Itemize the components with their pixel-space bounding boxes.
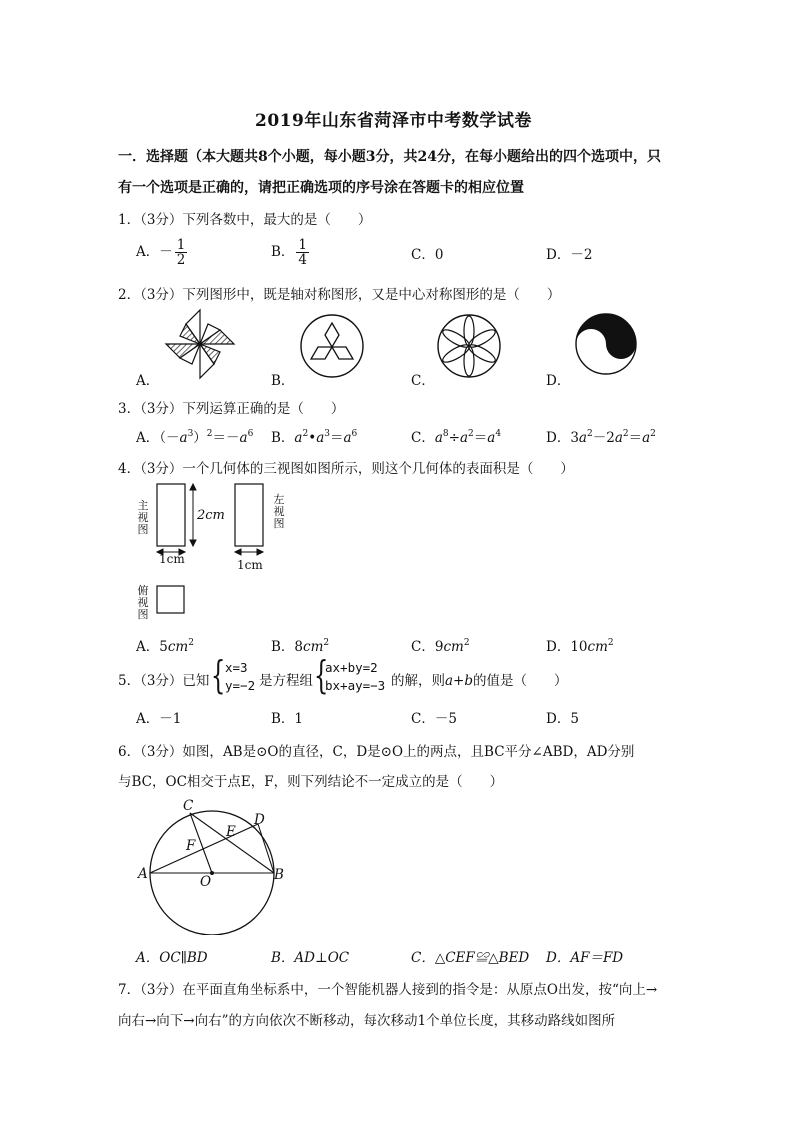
petal-circle-figure (436, 313, 502, 379)
q4-c-label: C． (411, 639, 435, 655)
section-heading-line2: 有一个选项是正确的，请把正确选项的序号涂在答题卡的相应位置 (118, 180, 524, 196)
q5-option-a[interactable]: A．－1 (136, 711, 182, 727)
q1-a-den: 2 (176, 252, 186, 268)
q6-option-b[interactable]: B．AD⊥OC (271, 950, 350, 966)
q4-a-exp: 2 (188, 638, 194, 648)
q3-option-a[interactable]: A．$(-a^3)^2=-a^6$ (136, 429, 254, 446)
q4-d-label: D． (546, 639, 571, 655)
q5-solution-y: y=−2 (225, 678, 256, 693)
q5-equation-2: bx+ay=−3 (325, 678, 386, 693)
q1-b-num: 1 (298, 237, 308, 253)
yin-yang-figure (574, 312, 638, 376)
q4-a-unit: cm (167, 639, 189, 655)
q5-brace-right: { (313, 653, 329, 697)
q1-a-num: 1 (176, 237, 186, 253)
q4-c-exp: 2 (463, 638, 470, 648)
q5-stem-prefix: 5．（3分）已知 (118, 673, 210, 689)
q3-option-c[interactable]: C．$a^8\div a^2=a^4$ (411, 429, 502, 446)
q6-stem-line1 (118, 740, 634, 760)
point-label-c: C (183, 798, 194, 814)
q5-option-d[interactable]: D．5 (546, 711, 579, 727)
point-label-d: D (254, 812, 265, 828)
left-view-label: 左视图 (273, 493, 285, 530)
front-view-label: 主视图 (137, 499, 149, 536)
top-view-label: 俯视图 (137, 584, 149, 621)
q5-stem-middle: 是方程组 (259, 673, 313, 689)
q3-option-b[interactable]: B．$a^2•a^3=a^6$ (271, 429, 358, 446)
q3-a-label: A． (136, 430, 160, 446)
q4-b-value: 8 (294, 639, 304, 655)
q1-a-prefix: A．－ (136, 244, 173, 260)
q5-option-c[interactable]: C．－5 (411, 711, 457, 727)
q4-stem: 4．（3分）一个几何体的三视图如图所示，则这个几何体的表面积是（ ） (118, 461, 574, 477)
top-view-square (156, 585, 186, 615)
width-label-front: 1cm (159, 552, 185, 566)
q6-option-d[interactable]: D．AF＝FD (546, 950, 624, 966)
page-title: 2019年山东省菏泽市中考数学试卷 (255, 111, 532, 131)
q7-stem-line1: 7．（3分）在平面直角坐标系中，一个智能机器人接到的指令是：从原点O出发，按“向上→ (118, 982, 658, 998)
q3-c-label: C． (411, 430, 435, 446)
q1-option-c[interactable]: C．0 (411, 247, 444, 263)
height-label: 2cm (197, 508, 225, 523)
q5-suffix-a: 的解，则 (391, 673, 445, 689)
q6-option-c[interactable]: C．△CEF≌△BED (411, 950, 530, 966)
q4-option-b[interactable] (271, 635, 329, 655)
q4-b-exp: 2 (323, 638, 330, 648)
q5-suffix-var: a+b (445, 673, 474, 689)
section-heading-line1: 一．选择题（本大题共8个小题，每小题3分，共24分，在每小题给出的四个选项中，只 (118, 149, 661, 165)
width-label-left: 1cm (237, 558, 263, 572)
q3-stem: 3．（3分）下列运算正确的是（ ） (118, 401, 345, 417)
q5-stem-suffix (391, 669, 568, 689)
point-label-e: E (226, 824, 236, 840)
q4-d-exp: 2 (607, 638, 614, 648)
q5-brace-left: { (210, 653, 226, 697)
q7-stem-line2: 向右→向下→向右”的方向依次不断移动，每次移动1个单位长度，其移动路线如图所 (118, 1013, 616, 1029)
q4-b-label: B． (271, 639, 295, 655)
circle-geometry-figure (135, 795, 295, 935)
q5-suffix-b: 的值是（ ） (473, 673, 568, 689)
q6-line1-pre: 6．（3分）如图， (118, 744, 223, 760)
q3-option-d[interactable]: D．$3a^2-2a^2=a^2$ (546, 429, 656, 446)
q4-option-a[interactable] (136, 635, 194, 655)
point-label-o: O (200, 874, 212, 890)
q1-option-a[interactable] (136, 238, 189, 267)
q6-option-a[interactable]: A．OC∥BD (136, 950, 208, 966)
point-label-a: A (138, 866, 148, 882)
q2-stem: 2．（3分）下列图形中，既是轴对称图形，又是中心对称图形的是（ ） (118, 287, 561, 303)
q4-a-label: A． (136, 639, 160, 655)
q4-d-unit: cm (587, 639, 608, 655)
q3-b-label: B． (271, 430, 295, 446)
point-label-f: F (186, 838, 196, 854)
q4-d-value: 10 (570, 639, 588, 655)
point-label-b: B (274, 867, 284, 883)
q2-option-a[interactable]: A． (136, 373, 160, 389)
q4-b-unit: cm (303, 639, 324, 655)
q2-option-b[interactable]: B． (271, 373, 295, 389)
q1-option-d[interactable]: D．－2 (546, 247, 593, 263)
q3-d-label: D． (546, 430, 571, 446)
q1-stem: 1．（3分）下列各数中，最大的是（ ） (118, 212, 372, 228)
q2-option-d[interactable]: D． (546, 373, 571, 389)
q6-line1-rest: AB是⊙O的直径，C，D是⊙O上的两点，且BC平分∠ABD，AD分别 (222, 744, 635, 760)
q4-option-c[interactable] (411, 635, 470, 655)
q5-solution-x: x=3 (225, 660, 248, 675)
q5-option-b[interactable]: B．1 (271, 711, 304, 727)
pinwheel-figure (162, 306, 238, 382)
q2-option-c[interactable]: C． (411, 373, 435, 389)
mitsubishi-circle-figure (299, 313, 365, 379)
q1-option-b[interactable] (271, 238, 311, 267)
q1-b-prefix: B． (271, 244, 295, 260)
q4-c-unit: cm (443, 639, 464, 655)
q5-equation-1: ax+by=2 (325, 660, 378, 675)
q4-option-d[interactable] (546, 635, 614, 655)
q4-a-value: 5 (159, 639, 168, 655)
q6-stem-line2: 与BC，OC相交于点E，F，则下列结论不一定成立的是（ ） (118, 774, 504, 790)
q1-b-den: 4 (298, 252, 308, 268)
q4-c-value: 9 (434, 639, 444, 655)
